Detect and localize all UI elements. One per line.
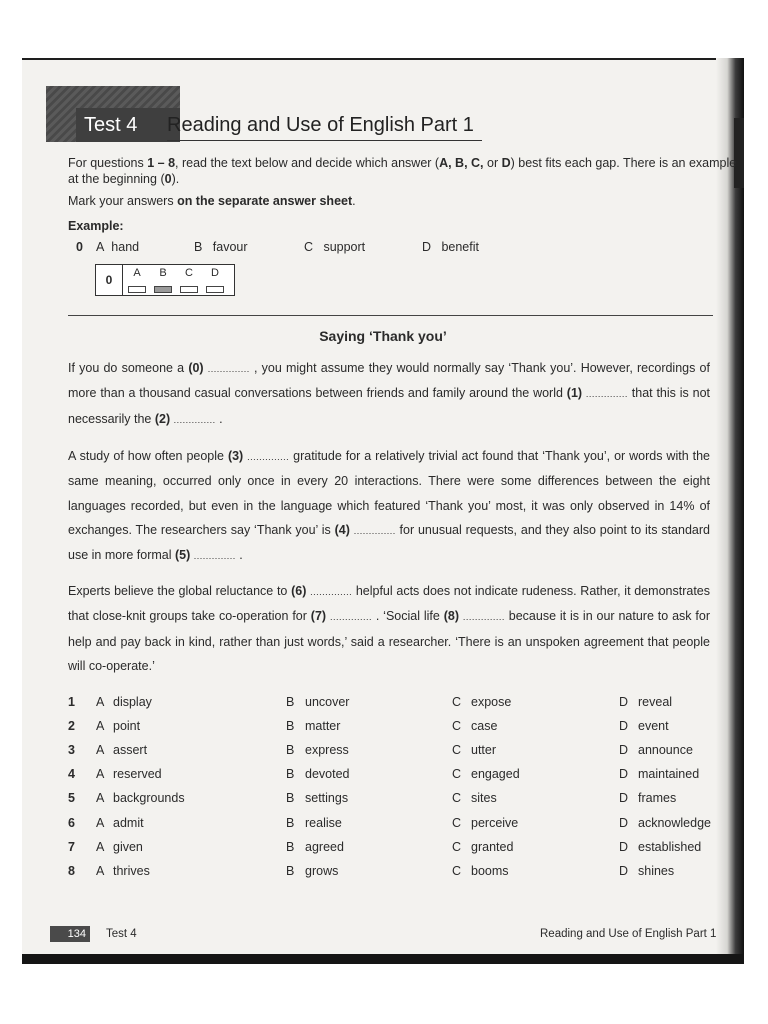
paragraph-3 [68, 579, 710, 678]
footer-right-label: Reading and Use of English Part 1 [540, 928, 717, 940]
option-d: reveal [638, 695, 673, 709]
answer-lozenge-a [128, 286, 146, 293]
option-letter: C [452, 743, 462, 757]
option-d: established [638, 840, 702, 854]
page-number: 134 [50, 926, 90, 942]
instructions-line-2 [68, 171, 179, 187]
instr-text: , read the text below and decide which answer ( [175, 156, 440, 170]
option-letter: C [452, 816, 462, 830]
gap-dots: .............. [353, 525, 396, 536]
option-letter: D [619, 840, 629, 854]
option-d: maintained [638, 767, 700, 781]
option-a: assert [113, 743, 148, 757]
para-text: , you might assume they would normally say ‘Thank you’. However, recordings of more than a thousand casual conversations between friends and family around the world [68, 361, 710, 401]
gap-dots: .............. [173, 414, 216, 425]
instr-bold: 1 – 8 [147, 156, 176, 170]
gap-dots: .............. [329, 612, 372, 623]
option-a: given [113, 840, 143, 854]
option-letter: B [286, 695, 295, 709]
option-d: acknowledge [638, 816, 711, 830]
instr-text: Mark your answers [68, 194, 178, 208]
gap-dots: .............. [193, 551, 236, 562]
instr-text: For questions [68, 156, 148, 170]
gap-dots: .............. [310, 587, 353, 597]
para-text: gratitude for a relatively trivial act found that ‘Thank you’, or words with the same meaning, occurred only once in every 20 interactions. There were some differences between the eight languages recorded, but even in the language which featured ‘Thank you’ most, it was only observed in 14% of exchanges. The researchers say ‘Thank you’ is [68, 449, 710, 537]
example-option-b [194, 240, 248, 254]
option-a: display [113, 695, 152, 709]
option-letter: D [619, 791, 629, 805]
option-letter: D [619, 864, 629, 878]
para-text: because it is in our nature to ask for help and pay back in kind, rather than just words,’ said a researcher. ‘There is an unspoken agreement that people will co-operate.’ [68, 609, 710, 673]
option-c: perceive [471, 816, 519, 830]
example-option-d [422, 240, 479, 254]
option-b: grows [305, 864, 339, 878]
question-number: 7 [68, 840, 75, 854]
answer-grid-letter-d: D [211, 267, 219, 279]
example-answer-grid [95, 264, 235, 296]
question-number: 3 [68, 743, 75, 757]
option-b: devoted [305, 767, 350, 781]
paragraph-1 [68, 356, 710, 432]
para-text: for unusual requests, and they also point to its standard use in more formal [68, 522, 710, 563]
option-d: frames [638, 791, 677, 805]
test-label: Test 4 [84, 114, 138, 136]
question-row-3 [68, 743, 718, 763]
answer-lozenge-b-filled [154, 286, 172, 293]
page-title: Reading and Use of English Part 1 [167, 114, 474, 136]
option-b: agreed [305, 840, 344, 854]
top-rule [22, 58, 722, 60]
gap-number: (4) [334, 522, 350, 537]
option-b: express [305, 743, 349, 757]
answer-grid-number: 0 [96, 265, 123, 295]
gap-dots: .............. [462, 612, 505, 623]
spine-tab [734, 118, 744, 188]
gap-dots: .............. [247, 452, 290, 462]
title-underline [167, 140, 482, 141]
gap-number: (0) [188, 361, 204, 375]
option-letter: B [286, 743, 295, 757]
option-letter: A [96, 695, 105, 709]
example-option-a [96, 240, 139, 254]
option-letter: C [452, 767, 462, 781]
instr-bold: on the separate answer sheet [177, 194, 353, 208]
option-letter: A [96, 840, 105, 854]
gap-number: (8) [443, 609, 460, 624]
option-letter: C [452, 840, 462, 854]
para-text: that this is not necessarily the [68, 386, 710, 426]
option-b: settings [305, 791, 349, 805]
instr-text: or [483, 156, 502, 170]
option-b: realise [305, 816, 342, 830]
example-heading: Example: [68, 219, 124, 233]
option-letter: C [452, 864, 462, 878]
option-letter: D [619, 695, 629, 709]
answer-grid-letter-b: B [159, 267, 167, 279]
section-divider [68, 315, 713, 316]
para-text: If you do someone a [68, 361, 189, 375]
option-word: support [323, 240, 366, 254]
instr-text: ). [171, 172, 180, 186]
para-text: . [235, 548, 243, 563]
option-letter: D [619, 743, 629, 757]
option-letter: B [286, 791, 295, 805]
option-word: hand [111, 240, 140, 254]
question-row-8 [68, 864, 718, 884]
option-letter: B [286, 719, 295, 733]
option-letter: D [619, 719, 629, 733]
option-letter: A [96, 743, 105, 757]
answer-grid-letter-c: C [185, 267, 193, 279]
option-b: uncover [305, 695, 350, 709]
gap-number: (1) [566, 386, 583, 401]
gap-number: (2) [154, 411, 171, 426]
option-letter: A [96, 719, 105, 733]
option-letter: B [286, 840, 295, 854]
option-letter: B [286, 864, 295, 878]
text-title: Saying ‘Thank you’ [319, 328, 447, 344]
option-c: expose [471, 695, 512, 709]
book-page [22, 58, 744, 964]
option-letter: B [194, 240, 203, 254]
option-letter: B [286, 816, 295, 830]
option-b: matter [305, 719, 341, 733]
gap-number: (3) [227, 449, 244, 463]
book-spine-shadow [716, 58, 744, 964]
option-c: engaged [471, 767, 520, 781]
option-a: backgrounds [113, 791, 185, 805]
instr-bold: A, B, C, [439, 156, 484, 170]
para-text: A study of how often people [68, 449, 228, 463]
mark-answers-instruction [68, 193, 356, 209]
option-d: event [638, 719, 669, 733]
option-a: admit [113, 816, 144, 830]
option-d: shines [638, 864, 675, 878]
option-letter: D [619, 816, 629, 830]
paragraph-2 [68, 444, 710, 568]
instr-bold: D [501, 156, 511, 170]
option-c: booms [471, 864, 509, 878]
option-letter: C [452, 719, 462, 733]
para-text: helpful acts does not indicate rudeness. Rather, it demonstrates that close-knit groups take co-operation for [68, 584, 710, 624]
para-text: . ‘Social life [371, 609, 444, 624]
option-c: utter [471, 743, 497, 757]
option-letter: D [619, 767, 629, 781]
para-text: Experts believe the global reluctance to [68, 584, 292, 598]
option-letter: C [304, 240, 314, 254]
option-letter: C [452, 791, 462, 805]
option-a: thrives [113, 864, 150, 878]
option-letter: A [96, 767, 105, 781]
instructions-line-1 [68, 155, 736, 171]
para-text: . [215, 411, 223, 426]
instr-text: at the beginning ( [68, 172, 165, 186]
gap-dots: .............. [585, 389, 628, 400]
footer-left-label: Test 4 [106, 928, 137, 940]
example-number-text: 0 [76, 240, 83, 254]
option-a: reserved [113, 767, 162, 781]
gap-dots: .............. [207, 364, 250, 374]
question-row-1 [68, 695, 718, 715]
gap-number: (5) [174, 548, 191, 563]
question-number: 5 [68, 791, 75, 805]
instr-text: . [352, 194, 356, 208]
option-c: sites [471, 791, 497, 805]
answer-lozenge-d [206, 286, 224, 293]
question-row-6 [68, 816, 718, 836]
example-number [76, 240, 83, 254]
answer-lozenge-c [180, 286, 198, 293]
bottom-edge [22, 954, 744, 964]
option-letter: D [422, 240, 432, 254]
option-c: granted [471, 840, 514, 854]
instr-bold: 0 [164, 172, 172, 186]
question-number: 1 [68, 695, 75, 709]
option-letter: A [96, 864, 105, 878]
question-number: 2 [68, 719, 75, 733]
option-d: announce [638, 743, 693, 757]
instr-text: ) best fits each gap. There is an example [510, 156, 737, 170]
option-letter: B [286, 767, 295, 781]
gap-number: (7) [310, 609, 327, 624]
option-word: benefit [441, 240, 479, 254]
question-row-2 [68, 719, 718, 739]
answer-grid-letter-a: A [133, 267, 141, 279]
question-number: 6 [68, 816, 75, 830]
option-letter: C [452, 695, 462, 709]
example-option-c [304, 240, 365, 254]
option-word: favour [212, 240, 248, 254]
question-row-4 [68, 767, 718, 787]
question-number: 4 [68, 767, 75, 781]
question-row-5 [68, 791, 718, 811]
option-c: case [471, 719, 498, 733]
option-letter: A [96, 240, 105, 254]
option-letter: A [96, 816, 105, 830]
question-row-7 [68, 840, 718, 860]
option-letter: A [96, 791, 105, 805]
gap-number: (6) [291, 584, 307, 598]
option-a: point [113, 719, 141, 733]
question-number: 8 [68, 864, 75, 878]
